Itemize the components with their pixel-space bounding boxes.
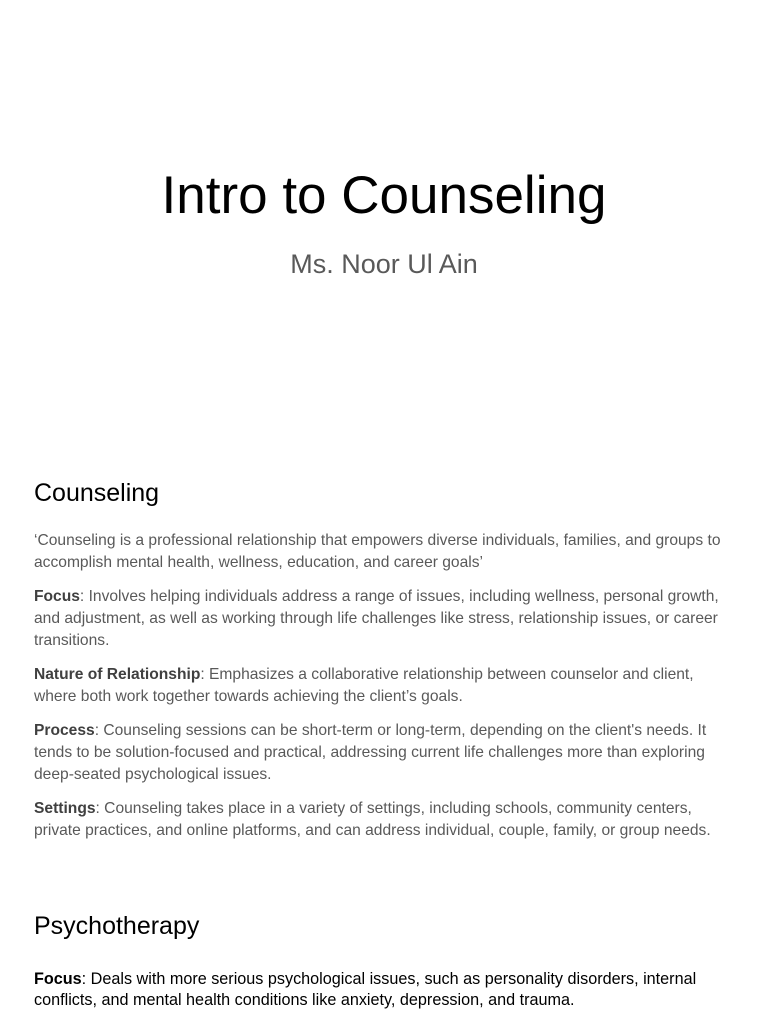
point-term: Nature of Relationship <box>34 666 201 683</box>
counseling-body <box>34 530 740 854</box>
counseling-definition: ‘Counseling is a professional relationship that empowers diverse individuals, families, and groups to accomplish mental health, wellness, education, and career goals’ <box>34 532 721 571</box>
counseling-point-focus <box>34 586 740 652</box>
psychotherapy-heading: Psychotherapy <box>34 912 200 940</box>
point-term: Settings <box>34 800 96 817</box>
slide-title: Intro to Counseling <box>161 166 607 225</box>
counseling-point-relationship <box>34 664 740 708</box>
counseling-heading: Counseling <box>34 479 160 507</box>
point-text: : Involves helping individuals address a range of issues, including wellness, personal growth, and adjustment, as well as working through life challenges like stress, relationship issues, or career transitions. <box>34 588 719 649</box>
point-term: Focus <box>34 588 80 605</box>
slide-subtitle: Ms. Noor Ul Ain <box>290 249 478 279</box>
psychotherapy-point-focus <box>34 969 740 1011</box>
point-term: Process <box>34 722 95 739</box>
point-text: : Counseling sessions can be short-term or long-term, depending on the client's needs. It tends to be solution-focused and practical, addressing current life challenges more than exploring deep-seated psychological issues. <box>34 722 707 783</box>
point-term: Focus <box>34 970 82 988</box>
point-text: : Counseling takes place in a variety of settings, including schools, community centers, private practices, and online platforms, and can address individual, couple, family, or group needs. <box>34 800 711 839</box>
counseling-point-settings <box>34 798 740 842</box>
point-text: : Emphasizes a collaborative relationship between counselor and client, where both work together towards achieving the client’s goals. <box>34 666 694 705</box>
counseling-point-process <box>34 720 740 786</box>
point-text: : Deals with more serious psychological issues, such as personality disorders, internal conflicts, and mental health conditions like anxiety, depression, and trauma. <box>34 970 697 1009</box>
psychotherapy-body <box>34 969 740 1011</box>
